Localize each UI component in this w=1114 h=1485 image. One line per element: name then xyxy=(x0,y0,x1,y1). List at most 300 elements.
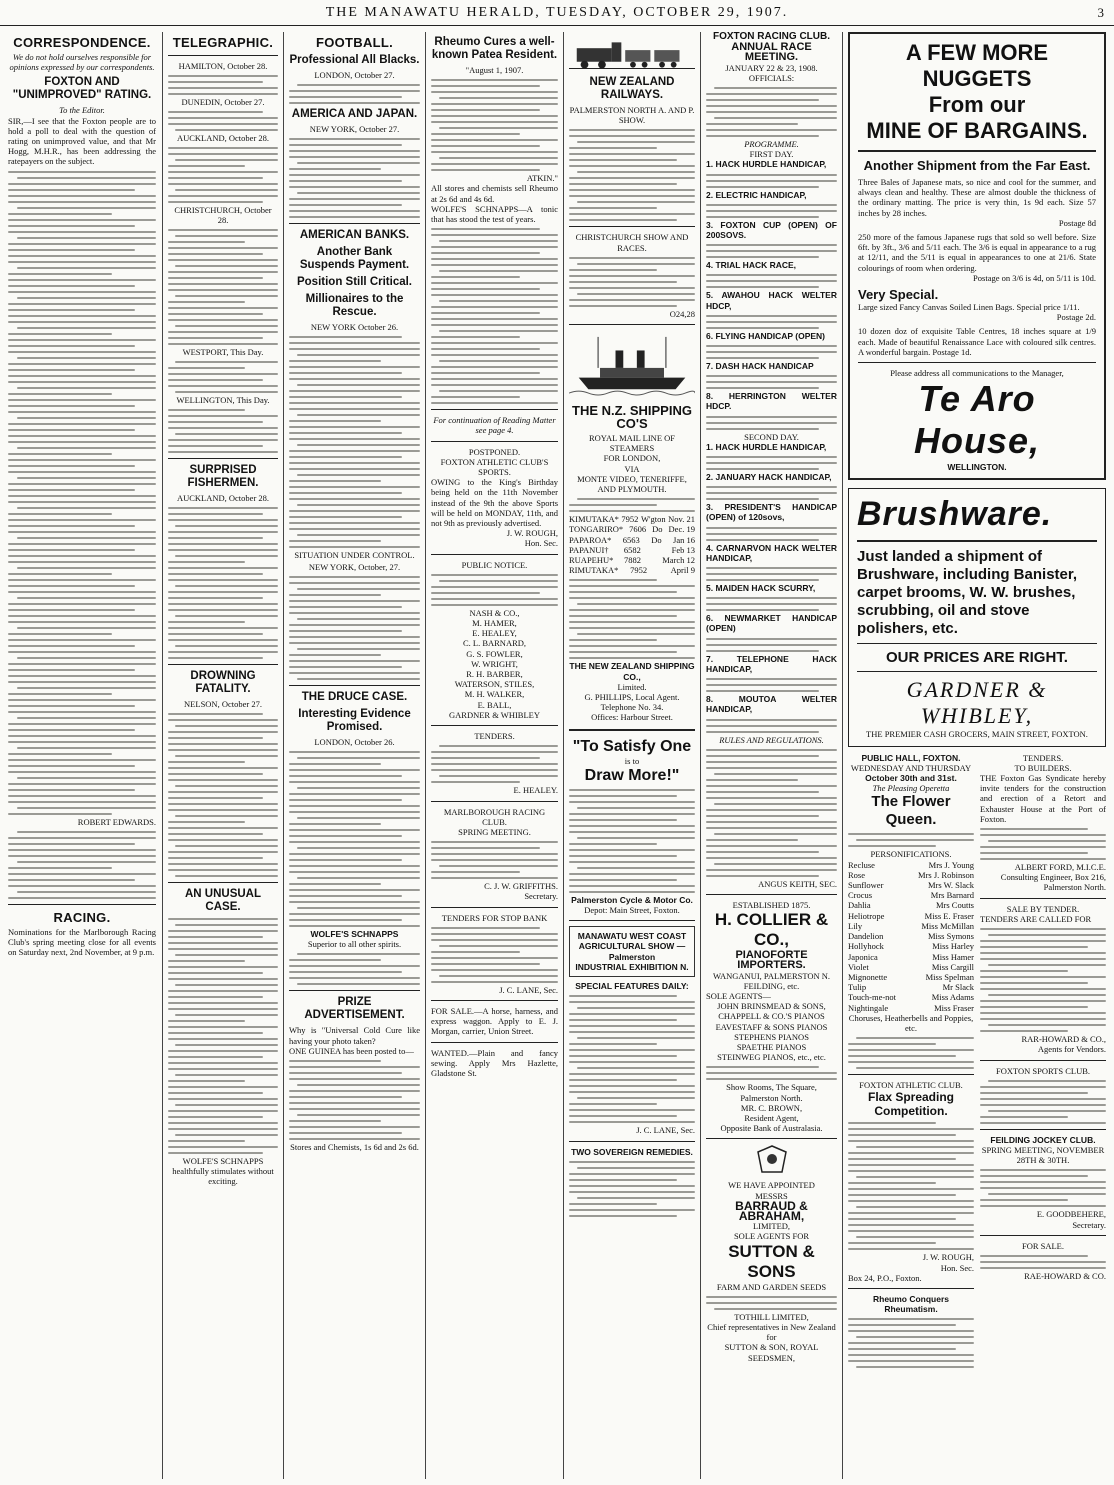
text-line xyxy=(848,1194,956,1196)
table-cell: RIMUTAKA* xyxy=(569,565,619,576)
race-conditions xyxy=(706,174,837,188)
text-line xyxy=(431,109,540,111)
sale-agent: RAR-HOWARD & CO., xyxy=(1021,1034,1106,1045)
text-line xyxy=(168,803,278,805)
wolfes-line: WOLFE'S SCHNAPPS—A tonic that has stood the test of years. xyxy=(431,203,558,225)
text-line xyxy=(706,809,837,811)
flax-box: Box 24, P.O., Foxton. xyxy=(848,1272,922,1283)
text-line xyxy=(175,1134,278,1136)
subheading: PRIZE ADVERTISEMENT. xyxy=(304,996,405,1022)
text-line xyxy=(289,336,402,338)
text-line xyxy=(988,1193,1106,1195)
text-line xyxy=(289,1102,420,1104)
club-title: MARLBOROUGH RACING CLUB. xyxy=(443,806,546,827)
text-line xyxy=(431,604,558,606)
text-line xyxy=(569,159,677,161)
text-line xyxy=(17,891,156,893)
cast-actor: Mrs J. Robinson xyxy=(918,869,974,880)
wanted-notice: WANTED.—Plain and fancy sewing. Apply Mrs Hazlette, Gladstone St. xyxy=(431,1047,558,1078)
text-line xyxy=(175,525,278,527)
text-line xyxy=(289,492,402,494)
text-line xyxy=(297,787,420,789)
race-event: 4. CARNARVON HACK WELTER HANDICAP, xyxy=(706,542,837,563)
text-line xyxy=(175,954,278,956)
text-line xyxy=(289,486,420,488)
text-line xyxy=(168,1026,278,1028)
text-line xyxy=(289,1126,420,1128)
dateline: AUCKLAND, October 28. xyxy=(176,493,270,503)
cast-role: Sunflower xyxy=(848,880,884,891)
text-line xyxy=(714,87,837,89)
text-line xyxy=(168,639,278,641)
text-line xyxy=(980,970,1068,972)
text-line xyxy=(431,288,540,290)
list-item: M. HAMER, xyxy=(472,618,517,629)
text-line xyxy=(17,861,156,863)
table-cell: Do xyxy=(651,534,662,545)
text-line xyxy=(569,657,695,659)
text-line xyxy=(706,779,798,781)
te-aro-city: WELLINGTON. xyxy=(947,462,1007,473)
text-line xyxy=(431,169,540,171)
flax-title: Flax Spreading Competition. xyxy=(867,1090,955,1119)
text-line xyxy=(17,777,156,779)
text-line xyxy=(297,678,420,680)
text-line xyxy=(569,153,695,155)
racing-heading: RACING. xyxy=(53,909,111,925)
text-line xyxy=(8,603,156,605)
text-line xyxy=(289,859,402,861)
text-line xyxy=(8,783,156,785)
brushware-text: Just landed a shipment of Brushware, including Banister, carpet brooms, W. W. brushes, scrubbing, oil and stove polishers, etc. xyxy=(857,548,1078,638)
text-line xyxy=(988,1080,1106,1082)
cast-actor: Miss Fraser xyxy=(934,1002,974,1013)
postage-mats: Postage 8d xyxy=(1058,217,1096,228)
text-line xyxy=(569,1085,695,1087)
text-line xyxy=(856,1236,974,1238)
telephone: Telephone No. 34. xyxy=(600,702,664,713)
text-line xyxy=(297,953,420,955)
show-banner-line2: AGRICULTURAL SHOW — Palmerston xyxy=(578,941,686,962)
text-line xyxy=(289,1066,420,1068)
text-line xyxy=(569,819,677,821)
text-line xyxy=(8,249,135,251)
text-line xyxy=(297,474,420,476)
text-line xyxy=(569,269,657,271)
te-aro-advert xyxy=(848,32,1106,480)
race-conditions xyxy=(706,527,837,541)
text-line xyxy=(168,543,278,545)
text-line xyxy=(289,198,420,200)
text-line xyxy=(168,827,278,829)
subheading: DROWNING FATALITY. xyxy=(190,670,256,695)
text-line xyxy=(8,639,156,641)
text-line xyxy=(289,919,402,921)
table-cell: Dec. 19 xyxy=(668,524,695,535)
text-line xyxy=(168,936,263,938)
sports-notice: OWING to the King's Birthday being held on the 11th November instead of the 9th the above Sports will be held on MONDAY, 11th, and not 9th as previously advertised. xyxy=(431,477,558,529)
text-line xyxy=(168,415,278,417)
race-event: 5. MAIDEN HACK SCURRY, xyxy=(706,583,816,594)
satisfy-line3: Draw More!" xyxy=(584,766,680,784)
text-line xyxy=(706,93,837,95)
meeting-text xyxy=(431,841,558,879)
text-line xyxy=(168,1062,278,1064)
table-cell: RUAPEHU* xyxy=(569,555,614,566)
centres-text: 10 dozen doz of exquisite Table Centres, 18 inches square at 1/9 each. Made of beautiful Renaissance Lace with coloured silk centres. A wonderful bargain. Postage 1d. xyxy=(858,326,1096,357)
cast-row xyxy=(848,982,974,992)
remedies-text xyxy=(569,1161,695,1217)
text-line xyxy=(168,549,278,551)
text-line xyxy=(8,795,156,797)
text-line xyxy=(17,537,156,539)
text-line xyxy=(848,1164,974,1166)
ad-text xyxy=(289,953,420,985)
news-text xyxy=(168,147,278,203)
text-line xyxy=(569,1013,695,1015)
text-line xyxy=(17,807,156,809)
text-line xyxy=(706,875,819,877)
text-line xyxy=(569,861,695,863)
text-line xyxy=(297,588,420,590)
text-line xyxy=(289,102,420,104)
text-line xyxy=(980,858,1106,860)
text-line xyxy=(289,372,402,374)
text-line xyxy=(577,807,695,809)
list-item: E. BALL, xyxy=(477,699,512,710)
text-line xyxy=(431,384,558,386)
text-line xyxy=(569,1073,695,1075)
ad-title: WOLFE'S SCHNAPPS xyxy=(310,929,399,939)
shipment-heading: Another Shipment from the Far East. xyxy=(863,158,1091,173)
news-text xyxy=(168,361,278,393)
column-notices xyxy=(427,32,562,1479)
text-line xyxy=(8,315,156,317)
text-line xyxy=(8,741,156,743)
text-line xyxy=(289,751,420,753)
text-line xyxy=(577,1067,695,1069)
race-event: 1. HACK HURDLE HANDICAP, xyxy=(706,441,827,452)
text-line xyxy=(8,837,156,839)
brushware-title: Brushware. xyxy=(857,495,1053,534)
text-line xyxy=(431,751,558,753)
hon-sec: Hon. Sec. xyxy=(524,538,558,549)
text-line xyxy=(289,811,420,813)
text-line xyxy=(980,1181,1106,1183)
text-line xyxy=(8,243,156,245)
flower-queen: The Flower Queen. xyxy=(871,793,951,829)
operetta-text xyxy=(848,833,974,847)
prices-right: OUR PRICES ARE RIGHT. xyxy=(886,649,1068,667)
text-line xyxy=(168,367,245,369)
text-line xyxy=(168,319,278,321)
text-line xyxy=(431,586,558,588)
text-line xyxy=(168,930,278,932)
text-line xyxy=(168,259,278,261)
text-line xyxy=(289,883,381,885)
text-line xyxy=(168,445,263,447)
sale-by-tender: SALE BY TENDER. xyxy=(1006,903,1080,914)
text-line xyxy=(297,877,420,879)
text-line xyxy=(431,927,540,929)
bags-text: Large sized Fancy Canvas Soiled Linen Bags. Special price 1/11. xyxy=(858,302,1080,313)
nuggets-line1: A FEW MORE NUGGETS xyxy=(905,40,1049,91)
text-line xyxy=(431,859,558,861)
news-text xyxy=(168,229,278,345)
text-line xyxy=(439,865,558,867)
cast-row xyxy=(848,962,974,972)
text-line xyxy=(8,333,112,335)
dateline: DUNEDIN, October 27. xyxy=(181,97,265,107)
text-line xyxy=(988,934,1106,936)
text-line xyxy=(8,405,135,407)
ad-heading: Rheumo Cures a well-known Patea Resident. xyxy=(431,36,558,61)
text-line xyxy=(980,1012,1106,1014)
text-line xyxy=(431,133,520,135)
text-line xyxy=(168,201,263,203)
text-line xyxy=(980,1175,1088,1177)
for-sale: FOR SALE. xyxy=(1021,1240,1065,1251)
cast-role: Recluse xyxy=(848,859,875,870)
text-line xyxy=(168,609,278,611)
text-line xyxy=(569,1191,695,1193)
text-line xyxy=(289,168,381,170)
text-line xyxy=(8,873,156,875)
text-line xyxy=(17,357,156,359)
text-line xyxy=(980,1018,1106,1020)
text-line xyxy=(8,867,112,869)
text-line xyxy=(848,1348,956,1350)
text-line xyxy=(168,579,278,581)
dateline: NELSON, October 27. xyxy=(184,699,262,709)
text-line xyxy=(8,339,156,341)
text-line xyxy=(289,396,402,398)
text-line xyxy=(980,1199,1068,1201)
text-line xyxy=(168,627,278,629)
text-line xyxy=(848,1182,936,1184)
text-line xyxy=(168,1050,278,1052)
text-line xyxy=(431,228,540,230)
text-line xyxy=(431,342,558,344)
text-line xyxy=(289,360,381,362)
officials-title: OFFICIALS: xyxy=(748,72,795,83)
text-line xyxy=(848,1188,974,1190)
flax-text xyxy=(848,1122,974,1250)
cast-actor: Miss Spelman xyxy=(925,971,974,982)
text-line xyxy=(168,1002,278,1004)
list-item: GARDNER & WHIBLEY xyxy=(449,709,540,720)
text-line xyxy=(175,1014,278,1016)
race-conditions xyxy=(706,345,837,359)
stop-bank-text xyxy=(431,927,558,983)
text-line xyxy=(289,348,420,350)
text-line xyxy=(8,801,156,803)
club-secretary: C. J. W. GRIFFITHS. xyxy=(484,881,558,892)
text-line xyxy=(848,845,936,847)
text-line xyxy=(980,1205,1106,1207)
race-conditions xyxy=(706,567,837,581)
text-line xyxy=(431,121,558,123)
text-line xyxy=(980,976,1106,978)
text-line xyxy=(980,834,1106,836)
subheading: Millionaires to the Rescue. xyxy=(305,293,404,318)
show-banner xyxy=(569,926,695,977)
text-line xyxy=(168,519,278,521)
text-line xyxy=(289,1138,420,1140)
text-line xyxy=(569,891,695,893)
text-line xyxy=(431,598,558,600)
shipping-text xyxy=(569,498,695,512)
text-line xyxy=(168,1068,278,1070)
subheading: Interesting Evidence Promised. xyxy=(298,708,411,733)
text-line xyxy=(8,375,156,377)
news-text xyxy=(289,751,420,927)
text-line xyxy=(168,731,278,733)
cast-role: Heliotrope xyxy=(848,910,885,921)
text-line xyxy=(297,444,420,446)
text-line xyxy=(431,951,520,953)
rheumo-title: Rheumo Conquers Rheumatism. xyxy=(872,1293,950,1315)
cycle-company: Palmerston Cycle & Motor Co. xyxy=(571,894,693,905)
text-line xyxy=(289,342,420,344)
text-line xyxy=(8,789,135,791)
text-line xyxy=(569,1025,695,1027)
text-line xyxy=(431,312,540,314)
meeting-dates: JANUARY 22 & 23, 1908. xyxy=(725,62,818,73)
text-line xyxy=(569,219,677,221)
text-line xyxy=(569,843,657,845)
text-line xyxy=(297,192,420,194)
text-line xyxy=(569,135,695,137)
text-line xyxy=(168,657,263,659)
cast-role: Nightingale xyxy=(848,1002,889,1013)
text-line xyxy=(168,960,245,962)
text-line xyxy=(577,1007,695,1009)
special-features: SPECIAL FEATURES DAILY: xyxy=(575,981,689,992)
dateline: HAMILTON, October 28. xyxy=(178,61,268,71)
text-line xyxy=(848,1342,974,1344)
text-line xyxy=(569,287,695,289)
text-line xyxy=(168,427,278,429)
text-line xyxy=(289,835,402,837)
collier-text xyxy=(706,1066,837,1080)
table-cell: April 9 xyxy=(670,565,695,576)
collier-towns: WANGANUI, PALMERSTON N. FEILDING, etc. xyxy=(712,970,831,991)
text-line xyxy=(439,97,558,99)
text-line xyxy=(297,847,420,849)
text-line xyxy=(706,797,837,799)
table-cell: 7882 xyxy=(624,555,641,566)
news-text xyxy=(289,576,420,680)
text-line xyxy=(431,145,540,147)
royal-mail: ROYAL MAIL LINE OF STEAMERS xyxy=(588,433,676,454)
text-line xyxy=(168,749,278,751)
race-conditions xyxy=(706,638,837,652)
text-line xyxy=(8,291,156,293)
barraud: BARRAUD & ABRAHAM, xyxy=(735,1198,808,1223)
table-cell: Feb 13 xyxy=(671,544,695,555)
to-editor: To the Editor. xyxy=(59,105,105,116)
cast-actor: Mrs Coutts xyxy=(935,900,974,911)
text-line xyxy=(175,815,278,817)
race-event: 2. JANUARY HACK HANDICAP, xyxy=(706,472,832,483)
tenders-called: TENDERS ARE CALLED FOR xyxy=(980,913,1092,924)
tothill: TOTHILL LIMITED, xyxy=(734,1311,809,1322)
table-cell: March 12 xyxy=(662,555,695,566)
race-conditions xyxy=(706,597,837,611)
news-text xyxy=(289,336,420,548)
shipping-title: THE N.Z. SHIPPING CO'S xyxy=(572,403,692,432)
text-line xyxy=(289,402,420,404)
nuggets-line3: MINE OF BARGAINS. xyxy=(866,118,1088,143)
page-number: 3 xyxy=(1097,5,1104,20)
text-line xyxy=(980,846,1106,848)
text-line xyxy=(297,384,420,386)
news-text xyxy=(168,111,278,131)
text-line xyxy=(706,111,837,113)
text-line xyxy=(569,275,695,277)
text-line xyxy=(988,840,1106,842)
text-line xyxy=(168,153,278,155)
text-line xyxy=(168,857,263,859)
race-event: 8. HERRINGTON WELTER HDCP. xyxy=(706,391,837,412)
text-line xyxy=(289,895,402,897)
text-line xyxy=(439,330,558,332)
cast-row xyxy=(848,860,974,870)
text-line xyxy=(175,235,278,237)
text-line xyxy=(569,795,677,797)
text-line xyxy=(168,283,278,285)
sale-text xyxy=(980,928,1106,1032)
text-line xyxy=(8,855,156,857)
text-line xyxy=(297,648,420,650)
text-line xyxy=(168,966,278,968)
text-line xyxy=(577,1197,695,1199)
list-item: JOHN BRINSMEAD & SONS, xyxy=(717,1001,826,1012)
text-line xyxy=(8,885,156,887)
text-line xyxy=(175,924,278,926)
text-line xyxy=(8,651,156,653)
day1-events xyxy=(706,159,837,429)
column-football xyxy=(285,32,424,1479)
postage-rugs: Postage on 3/6 is 4d, on 5/11 is 10d. xyxy=(973,272,1096,283)
show-rooms: Show Rooms, The Square, Palmerston North. xyxy=(726,1082,817,1103)
text-line xyxy=(439,360,558,362)
text-line xyxy=(8,675,156,677)
text-line xyxy=(17,267,156,269)
disclaimer: We do not hold ourselves responsible for opinions expressed by our correspondents. xyxy=(9,52,155,73)
table-row xyxy=(569,555,695,565)
text-line xyxy=(289,420,381,422)
text-line xyxy=(168,767,278,769)
text-line xyxy=(289,769,420,771)
text-line xyxy=(569,1203,657,1205)
sutton-seedsmen: SUTTON & SON, ROYAL SEEDSMEN, xyxy=(724,1342,819,1363)
text-line xyxy=(168,1128,278,1130)
tenders-title: TENDERS. xyxy=(1022,752,1064,763)
text-line xyxy=(8,531,156,533)
text-line xyxy=(289,1090,420,1092)
text-line xyxy=(8,351,156,353)
text-line xyxy=(439,745,558,747)
text-line xyxy=(439,390,558,392)
text-line xyxy=(168,948,278,950)
text-line xyxy=(175,875,278,877)
text-line xyxy=(706,839,798,841)
text-line xyxy=(289,576,420,578)
text-line xyxy=(569,591,677,593)
text-line xyxy=(8,591,156,593)
